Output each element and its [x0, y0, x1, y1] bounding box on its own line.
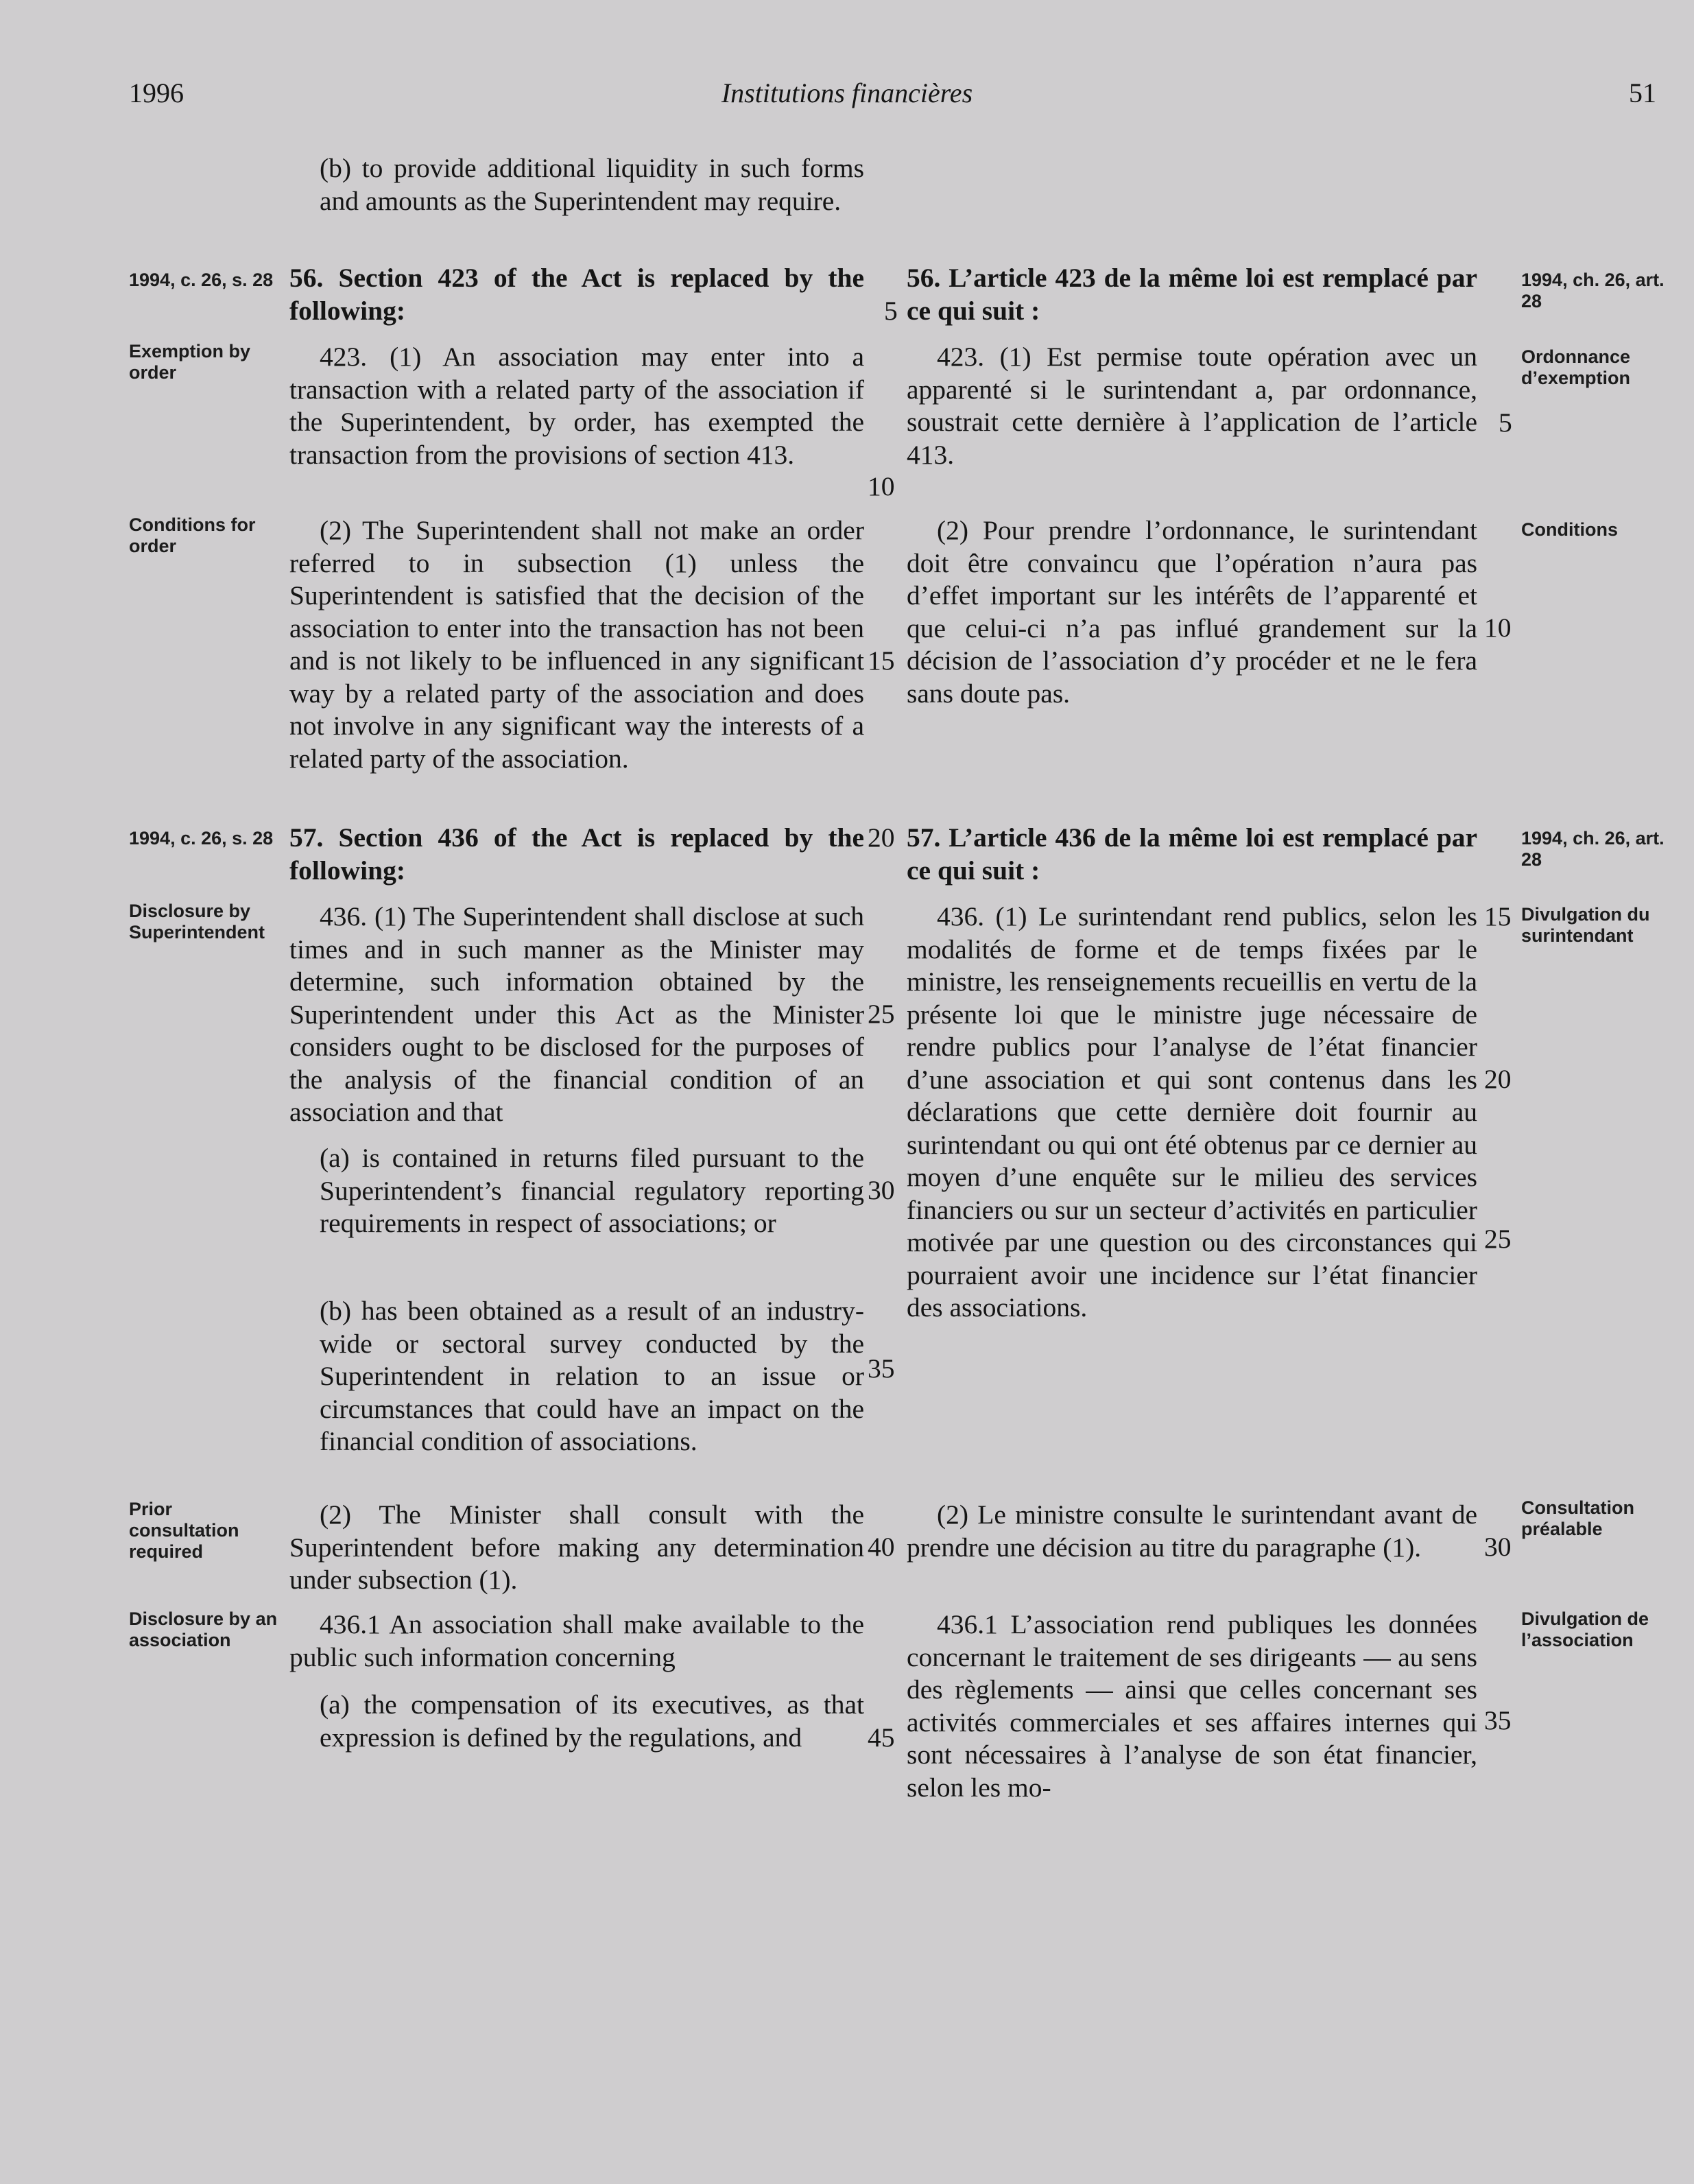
line-number: 5	[1499, 407, 1512, 438]
line-number: 35	[868, 1353, 895, 1384]
en-s57-heading: 57. Section 436 of the Act is replaced by the following:	[289, 822, 864, 886]
margin-note-prior-consultation: Prior consultation required	[129, 1499, 239, 1562]
line-number: 20	[868, 822, 895, 853]
fr-s56-heading: 56. L’article 423 de la même loi est remplacé par ce qui suit :	[907, 263, 1477, 326]
en-s436-2: (2) The Minister shall consult with the Superintendent before making any determination under subsection (1).	[289, 1499, 864, 1595]
en-s423-2: (2) The Superintendent shall not make an order referred to in subsection (1) unless the Superintendent is satisfied that the decision of the association to enter into the transaction has not been and is not likely to be influenced in any significant way by a related party of the association and does not involve in any significant way the interests of a related party of the association.	[289, 515, 864, 774]
en-s436-1-1-a: (a) the compensation of its executives, as that expression is defined by the regulations, and	[320, 1689, 864, 1753]
page-number: 51	[1629, 78, 1656, 108]
margin-note-en-citation-56: 1994, c. 26, s. 28	[129, 270, 274, 290]
line-number: 10	[1484, 613, 1512, 643]
fr-s57-heading: 57. L’article 436 de la même loi est remplacé par ce qui suit :	[907, 822, 1477, 886]
en-s56-heading: 56. Section 423 of the Act is replaced by the following:	[289, 263, 864, 326]
line-number: 10	[868, 471, 895, 501]
header-year: 1996	[129, 78, 184, 108]
fr-s436-1: 436. (1) Le surintendant rend publics, selon les modalités de forme et de temps fixées par le ministre, les renseignements recueillis en vertu de la présente loi que le ministre juge nécessaire de rendre publics pour l’analyse de l’état financier d’une association et qui sont contenus dans les déclarations que cette dernière doit fournir au surintendant ou qui ont été obtenus par ce dernier au moyen d’une enquête sur le milieu des services financiers ou sur un secteur d’activités en particulier motivée par une question ou des circonstances qui pourraient avoir une incidence sur l’état financier des associations.	[907, 901, 1477, 1322]
margin-note-exemption-by-order: Exemption by order	[129, 341, 251, 383]
margin-note-ordonnance-exemption: Ordonnance d’exemption	[1521, 346, 1631, 388]
margin-note-divulgation-surintendant: Divulgation du surintendant	[1521, 904, 1650, 946]
line-number: 30	[1484, 1532, 1512, 1562]
line-number: 40	[868, 1532, 895, 1562]
margin-note-conditions-for-order: Conditions for order	[129, 514, 256, 556]
line-number: 25	[868, 999, 895, 1029]
margin-note-divulgation-association: Divulgation de l’association	[1521, 1609, 1649, 1650]
margin-note-conditions: Conditions	[1521, 519, 1618, 540]
line-number: 20	[1484, 1064, 1512, 1094]
en-s436-1-a: (a) is contained in returns filed pursuant to the Superintendent’s financial regulatory reporting requirements in respect of associations; or	[320, 1143, 864, 1238]
margin-note-fr-citation-57: 1994, ch. 26, art. 28	[1521, 828, 1665, 870]
en-s436-1: 436. (1) The Superintendent shall disclose at such times and in such manner as the Minister may determine, such information obtained by the Superintendent under this Act as the Minister considers ought to be disclosed for the purposes of the analysis of the financial condition of an association and that	[289, 901, 864, 1127]
line-number: 35	[1484, 1705, 1512, 1735]
margin-note-disclosure-by-association: Disclosure by an association	[129, 1609, 278, 1650]
en-s423-1: 423. (1) An association may enter into a transaction with a related party of the association if the Superintendent, by order, has exempted the transaction from the provisions of section 413.	[289, 342, 864, 470]
en-paragraph-b-continuation: (b) to provide additional liquidity in such forms and amounts as the Superintendent may require.	[320, 153, 864, 216]
line-number: 15	[868, 645, 895, 676]
line-number: 25	[1484, 1224, 1512, 1254]
header-title: Institutions financières	[721, 78, 973, 108]
line-number: 45	[868, 1722, 895, 1753]
line-number: 5	[884, 296, 898, 326]
margin-note-consultation-prealable: Consultation préalable	[1521, 1497, 1634, 1539]
fr-s436-2: (2) Le ministre consulte le surintendant avant de prendre une décision au titre du paragraphe (1).	[907, 1499, 1477, 1563]
margin-note-en-citation-57: 1994, c. 26, s. 28	[129, 828, 274, 848]
fr-s423-1: 423. (1) Est permise toute opération avec un apparenté si le surintendant a, par ordonnance, soustrait cette dernière à l’application de l’article 413.	[907, 342, 1477, 470]
margin-note-disclosure-by-superintendent: Disclosure by Superintendent	[129, 901, 265, 942]
en-s436-1-1: 436.1 An association shall make available to the public such information concerning	[289, 1609, 864, 1672]
line-number: 30	[868, 1175, 895, 1205]
en-s436-1-b: (b) has been obtained as a result of an industry-wide or sectoral survey conducted by the Superintendent in relation to an issue or circumstances that could have an impact on the financial condition of associations.	[320, 1296, 864, 1456]
fr-s423-2: (2) Pour prendre l’ordonnance, le surintendant doit être convaincu que l’opération n’aura pas d’effet important sur les intérêts de l’apparenté et que celui-ci n’a pas influé grandement sur la décision de l’association d’y procéder et ne le fera sans doute pas.	[907, 515, 1477, 709]
margin-note-fr-citation-56: 1994, ch. 26, art. 28	[1521, 270, 1665, 311]
line-number: 15	[1484, 901, 1512, 931]
fr-s436-1-1: 436.1 L’association rend publiques les données concernant le traitement de ses dirigeants — au sens des règlements — ainsi que celles concernant ses activités commerciales et ses affaires internes qui sont nécessaires à l’analyse de son état financier, selon les mo-	[907, 1609, 1477, 1803]
